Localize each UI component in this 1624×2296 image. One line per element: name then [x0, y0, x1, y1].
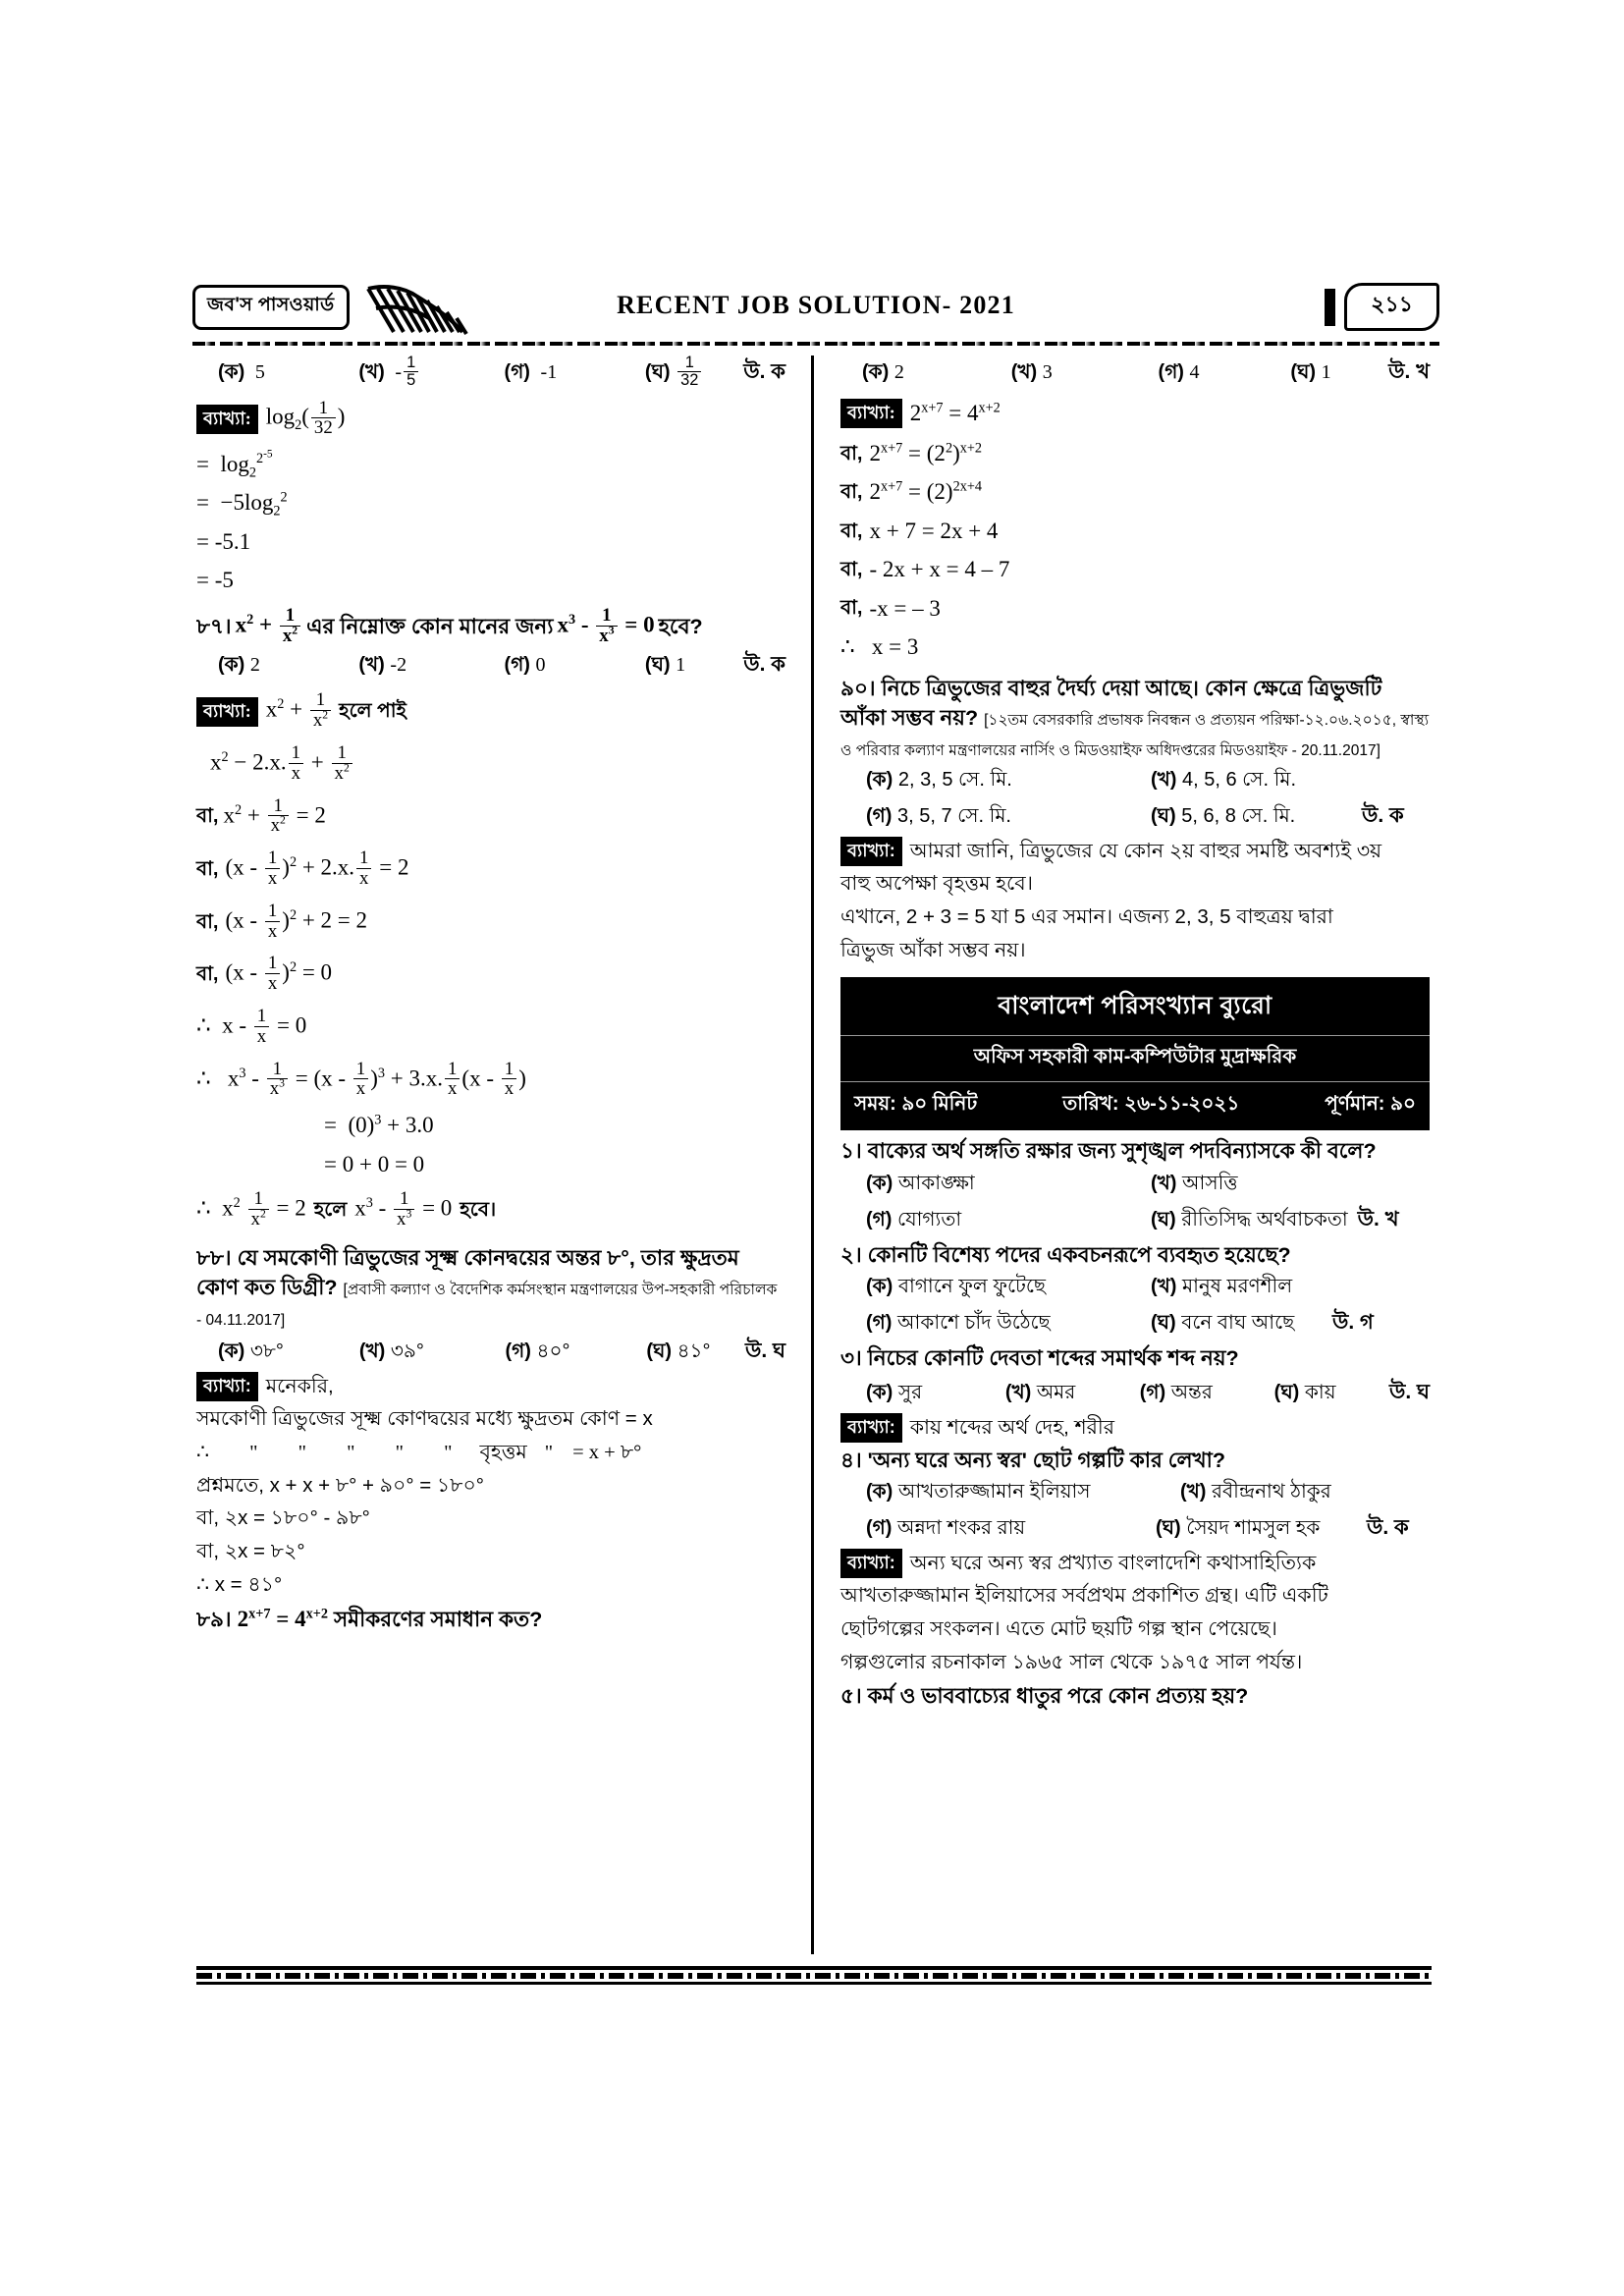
question-source: [১২তম বেসরকারি প্রভাষক নিবন্ধন ও প্রত্যয়ন পরিক্ষা-১২.০৬.২০১৫, স্বাস্থ্য ও পরিবার কল্যাণ মন্ত্রণালয়ের নার্সিং ও মিডওয়াইফ অধিদপ্তরের মিডওয়াইফ - 20.11.2017]	[840, 712, 1430, 759]
q90-explanation-line3: এখানে, 2 + 3 = 5 যা 5 এর সমান। এজন্য 2, 3, 5 বাহুত্রয় দ্বারা	[840, 904, 1333, 928]
option-text: মানুষ মরণশীল	[1182, 1276, 1293, 1298]
option-text: 2, 3, 5 সে. মি.	[897, 769, 1012, 792]
math-expression: $2^{x+7} = (2^2)^{x+2}$	[869, 440, 983, 465]
option-text: অমর	[1036, 1381, 1076, 1403]
q87-option-b[interactable]	[358, 650, 504, 683]
q1-option-a[interactable]	[866, 1169, 1151, 1201]
option-text: রীতিসিদ্ধ অর্থবাচকতা	[1181, 1208, 1348, 1230]
explanation-tag: ব্যাখ্যা:	[840, 399, 902, 428]
q87-option-a[interactable]	[218, 650, 358, 683]
q89-option-b[interactable]	[1011, 357, 1159, 390]
option-text: 4, 5, 6 সে. মি.	[1182, 769, 1297, 792]
option-label: (গ)	[866, 1312, 893, 1335]
option-label: (ক)	[866, 1481, 893, 1503]
math-expression: $x^3$ - $\frac{1}{x^3}$ = 0	[354, 1188, 453, 1230]
option-label: (ঘ)	[646, 1340, 673, 1363]
explanation-tag: ব্যাখ্যা:	[840, 837, 902, 866]
q90-explanation-line1	[840, 837, 1430, 866]
math-expression: (x - $\frac{1}{x}$ )$^2$ + 2 = 2	[225, 900, 368, 942]
option-text: 1	[676, 654, 686, 677]
math-expression: $2^{x+7} = 4^{x+2}$	[909, 400, 1001, 425]
q90-option-a[interactable]	[866, 765, 1151, 797]
brand-badge: জব'স পাসওয়ার্ড	[192, 285, 350, 330]
option-label: (খ)	[1151, 1276, 1177, 1298]
q88-line5: বা, ২x = ৮২°	[196, 1540, 305, 1563]
q89-step-6	[840, 596, 1430, 622]
option-text: আকাশে চাঁদ উঠেছে	[897, 1312, 1051, 1335]
question-1	[840, 1136, 1430, 1167]
option-text: রবীন্দ্রনাথ ঠাকুর	[1212, 1481, 1331, 1503]
math-expression: $x^2 - 2.x$. $\frac{1}{x}$ + $\frac{1}{x^2}$	[210, 744, 354, 785]
q1-answer: উ. খ	[1357, 1207, 1399, 1230]
q87-step-8	[196, 1113, 785, 1138]
q4-options-row-2	[840, 1511, 1430, 1546]
exam-time: সময়: ৯০ মিনিট	[854, 1093, 978, 1116]
option-label: (খ)	[358, 1340, 386, 1363]
question-number: ৩।	[840, 1346, 862, 1371]
explanation-text: কায় শব্দের অর্থ দেহ, শরীর	[909, 1415, 1115, 1439]
q4-answer: উ. ক	[1367, 1516, 1409, 1540]
q88-line4: বা, ২x = ১৮০° - ৯৮°	[196, 1506, 370, 1530]
q3-options-row	[840, 1376, 1430, 1410]
header-divider	[192, 342, 1439, 346]
step-prefix: বা,	[196, 857, 219, 880]
math-expression: = $\log_2^{2^{-5}}$	[196, 448, 273, 481]
question-4	[840, 1446, 1430, 1476]
page-number: ২১১	[1344, 283, 1439, 331]
q90-option-b[interactable]	[1151, 765, 1296, 797]
q89-option-d[interactable]	[1290, 357, 1388, 390]
question-3	[840, 1343, 1430, 1374]
option-text: অন্তর	[1170, 1381, 1213, 1403]
q88-line1: সমকোণী ত্রিভুজের সূক্ষ্ম কোণদ্বয়ের মধ্যে ক্ষুদ্রতম কোণ = x	[196, 1407, 653, 1431]
option-label: (ঘ)	[644, 654, 671, 677]
value: = x + ৮°	[572, 1441, 642, 1463]
option-text: বাগানে ফুল ফুটেছে	[897, 1276, 1047, 1298]
q1-options-row-1	[840, 1169, 1430, 1201]
exam-meta-row	[840, 1081, 1430, 1130]
q87-options-row	[196, 648, 785, 683]
math-expression: $x^2$ + $\frac{1}{x^2}$	[266, 691, 333, 732]
option-text: 3, 5, 7 সে. মি.	[897, 805, 1011, 828]
q87-step-6	[196, 1008, 785, 1048]
explanation-tag: ব্যাখ্যা:	[196, 697, 258, 727]
q89-step-3	[840, 479, 1430, 505]
q88-explanation-intro	[196, 1372, 785, 1401]
math-expression: = $(0)^3 + 3.0$	[324, 1112, 434, 1138]
word-largest: বৃহত্তম	[479, 1440, 527, 1463]
q2-option-a[interactable]	[866, 1272, 1151, 1304]
math-expression: - 2x + x = 4 – 7	[869, 557, 1010, 582]
option-text: -2	[390, 654, 407, 677]
q89-option-a[interactable]	[862, 357, 1011, 390]
option-label: (ঘ)	[1290, 361, 1317, 383]
column-divider	[811, 355, 814, 1954]
option-label: (খ)	[358, 654, 385, 677]
q2-option-c[interactable]	[866, 1308, 1151, 1340]
option-label: (ঘ)	[1151, 1312, 1176, 1335]
q4-explanation-line3: ছোটগল্পের সংকলন। এতে মোট ছয়টি গল্প স্থান পেয়েছে।	[840, 1617, 1277, 1641]
q86-explanation-line4	[196, 529, 785, 555]
option-text: আসত্তি	[1182, 1172, 1238, 1194]
q4-explanation-line2: আখতারুজ্জামান ইলিয়াসের সর্বপ্রথম প্রকাশিত গ্রন্থ। এটি একটি	[840, 1584, 1328, 1608]
q87-option-c[interactable]	[505, 650, 645, 683]
math-expression: ∴ x - $\frac{1}{x}$ = 0	[196, 1006, 307, 1047]
intro-text: হলে পাই	[339, 700, 406, 723]
q88-options-row	[196, 1335, 785, 1369]
question-source: [প্রবাসী কল্যাণ ও বৈদেশিক কর্মসংস্থান মন্ত্রণালয়ের উপ-সহকারী পরিচালক - 04.11.2017]	[196, 1282, 778, 1329]
q86-explanation-line1	[196, 399, 785, 439]
word-hobe: হবে।	[460, 1198, 497, 1221]
option-label: (ক)	[866, 769, 893, 792]
option-label: (ক)	[218, 361, 245, 383]
q88-answer: উ. ঘ	[745, 1339, 786, 1363]
q2-options-row-1	[840, 1272, 1430, 1304]
q1-option-d[interactable]	[1151, 1205, 1348, 1237]
q1-option-c[interactable]	[866, 1205, 1151, 1237]
q3-explanation	[840, 1413, 1430, 1443]
option-label: (ক)	[862, 361, 890, 383]
option-text: 5, 6, 8 সে. মি.	[1181, 805, 1296, 828]
math-expression: = 0 + 0 = 0	[324, 1151, 425, 1176]
step-prefix: বা,	[196, 910, 219, 933]
q90-options-row-2	[840, 799, 1430, 834]
explanation-tag: ব্যাখ্যা:	[196, 405, 258, 434]
option-label: (ঘ)	[1151, 1208, 1176, 1230]
step-prefix: বা,	[840, 597, 863, 620]
option-text: ৪১°	[677, 1340, 711, 1363]
exam-organization: বাংলাদেশ পরিসংখ্যান ব্যুরো	[998, 992, 1272, 1020]
question-number: ৪।	[840, 1448, 862, 1472]
question-text: কোনটি বিশেষ্য পদের একবচনরূপে ব্যবহৃত হয়েছে?	[867, 1242, 1291, 1267]
math-expression: (x - $\frac{1}{x}$ )$^2$ = 0	[225, 953, 333, 995]
page-number-group	[1325, 283, 1439, 331]
option-text: সুর	[897, 1381, 923, 1403]
math-expression: = $-5\log_2^2$	[196, 489, 288, 520]
q3-option-c[interactable]	[1140, 1378, 1274, 1410]
option-label: (ক)	[866, 1276, 893, 1298]
math-expression: -x = – 3	[869, 595, 941, 621]
option-label: (গ)	[866, 1517, 893, 1540]
q86-option-b[interactable]: (খ) - $\frac{1}{5}$	[358, 355, 504, 390]
step-prefix: বা,	[196, 963, 219, 986]
q90-options-row-1	[840, 765, 1430, 797]
q87-option-d[interactable]	[645, 650, 743, 683]
option-label: (গ)	[1139, 1381, 1166, 1403]
q2-option-d[interactable]	[1151, 1308, 1332, 1340]
math-expression: ∴ x = 3	[840, 634, 919, 660]
question-text: 'অন্য ঘরে অন্য স্বর' ছোট গল্পটি কার লেখা?	[867, 1448, 1226, 1472]
option-text: অন্নদা শংকর রায়	[897, 1517, 1026, 1540]
option-label: (গ)	[504, 361, 530, 383]
page-number-tick	[1325, 289, 1335, 326]
q4-option-a[interactable]	[866, 1477, 1180, 1509]
option-label: (ঘ)	[1156, 1517, 1181, 1540]
question-number: ৫।	[840, 1683, 862, 1708]
option-label: (খ)	[1180, 1481, 1207, 1503]
left-column	[196, 354, 785, 1637]
question-text: নিচের কোনটি দেবতা শব্দের সমার্থক শব্দ নয়?	[867, 1346, 1239, 1371]
q87-explanation-intro	[196, 691, 785, 732]
option-label: (ক)	[866, 1381, 893, 1403]
footer-line-bottom	[196, 1982, 1432, 1985]
q86-explanation-line3	[196, 489, 785, 520]
option-text: ৩৮°	[249, 1340, 284, 1363]
page-footer	[196, 1966, 1432, 1985]
q3-option-a[interactable]	[866, 1378, 1005, 1410]
question-number: ৮৭।	[196, 614, 232, 638]
step-prefix: বা,	[840, 559, 863, 581]
question-text: এর নিম্নোক্ত কোন মানের জন্য	[306, 614, 554, 638]
explanation-tag: ব্যাখ্যা:	[840, 1413, 902, 1443]
option-text: ৪০°	[536, 1340, 570, 1363]
q86-explanation-line5	[196, 568, 785, 593]
q89-option-c[interactable]	[1159, 357, 1291, 390]
q89-explanation-line1	[840, 399, 1430, 428]
explanation-tag: ব্যাখ্যা:	[840, 1549, 902, 1578]
option-text: কায়	[1304, 1381, 1336, 1403]
option-text: 1	[1321, 361, 1331, 383]
option-label: (ঘ)	[1151, 805, 1176, 828]
q87-step-10	[196, 1190, 785, 1230]
option-label: (গ)	[504, 654, 530, 677]
q86-options-row	[196, 355, 785, 390]
step-prefix: বা,	[196, 805, 219, 828]
q89-step-4	[840, 519, 1430, 544]
q87-step-9	[196, 1152, 785, 1177]
q4-option-c[interactable]	[866, 1513, 1156, 1546]
option-label: (খ)	[1004, 1381, 1032, 1403]
option-label: (ঘ)	[644, 361, 671, 383]
question-text: বাক্যের অর্থ সঙ্গতি রক্ষার জন্য সুশৃঙ্খল পদবিন্যাসকে কী বলে?	[867, 1139, 1377, 1164]
option-text: যোগ্যতা	[897, 1208, 962, 1230]
exam-banner	[840, 977, 1430, 1130]
math-expression: $\log_2$( $\frac{1}{32}$ )	[265, 397, 346, 439]
q86-option-d[interactable]: (ঘ) $\frac{1}{32}$	[645, 355, 743, 390]
q4-explanation-line4: গল্পগুলোর রচনাকাল ১৯৬৫ সাল থেকে ১৯৭৫ সাল পর্যন্ত।	[840, 1650, 1303, 1673]
option-text: 2	[893, 361, 904, 383]
option-text: 4	[1189, 361, 1200, 383]
question-88	[196, 1243, 785, 1334]
option-text: 2	[249, 654, 260, 677]
ditto-mark: "	[544, 1441, 554, 1463]
q89-answer: উ. খ	[1388, 360, 1430, 383]
q90-explanation-line4: ত্রিভুজ আঁকা সম্ভব নয়।	[840, 938, 1026, 961]
q88-option-d[interactable]	[646, 1337, 745, 1369]
q3-option-d[interactable]	[1274, 1378, 1389, 1410]
q4-options-row-1	[840, 1477, 1430, 1509]
question-text: কর্ম ও ভাববাচ্যের ধাতুর পরে কোন প্রত্যয় হয়?	[867, 1683, 1249, 1708]
q88-line3: প্রশ্নমতে, x + x + ৮° + ৯০° = ১৮০°	[196, 1473, 485, 1497]
question-number: ১।	[840, 1139, 862, 1164]
q90-explanation-line2: বাহু অপেক্ষা বৃহত্তম হবে।	[840, 872, 1033, 896]
math-expression: ∴ $x^3$ - $\frac{1}{x^3}$ = (x - $\frac{1}{x}$ )$^3$ + 3.x. $\frac{1}{x}$ (x - $\frac{1}{x}$ )	[196, 1058, 526, 1100]
math-expression: $x^2$ + $\frac{1}{x^2}$ = 2	[223, 794, 326, 837]
step-prefix: বা,	[840, 481, 863, 504]
step-prefix: বা,	[840, 519, 863, 542]
exam-marks: পূর্ণমান: ৯০	[1325, 1093, 1416, 1116]
decorative-squiggle-icon	[364, 283, 502, 338]
option-text: বনে বাঘ আছে	[1181, 1312, 1295, 1335]
q86-explanation-line2	[196, 448, 785, 481]
question-89: ৮৯। $2^{x+7} = 4^{x+2}$ সমীকরণের সমাধান কত?	[196, 1604, 785, 1636]
q4-option-d[interactable]	[1156, 1513, 1367, 1546]
q88-option-c[interactable]	[505, 1337, 646, 1369]
q89-step-5	[840, 557, 1430, 582]
q2-options-row-2	[840, 1306, 1430, 1340]
page-header	[192, 283, 1439, 338]
q1-options-row-2	[840, 1203, 1430, 1237]
math-expression: $2^{x+7} = (2)^{2x+4}$	[869, 478, 983, 505]
q89-options-row	[840, 355, 1430, 390]
question-5	[840, 1681, 1430, 1712]
q90-answer: উ. ক	[1362, 804, 1404, 828]
question-number: ৮৮।	[196, 1245, 232, 1270]
question-number: ৮৯।	[196, 1607, 232, 1631]
question-text: যে সমকোণী ত্রিভুজের সূক্ষ্ম কোনদ্বয়ের অন্তর ৮°, তার ক্ষুদ্রতম কোণ কত ডিগ্রী?	[196, 1245, 739, 1300]
option-text: 0	[535, 654, 546, 677]
intro-text: মনেকরি,	[265, 1375, 334, 1398]
question-2	[840, 1240, 1430, 1271]
q2-option-b[interactable]	[1151, 1272, 1292, 1304]
q3-option-b[interactable]	[1005, 1378, 1140, 1410]
q87-step-3	[196, 849, 785, 890]
q88-option-a[interactable]	[218, 1337, 359, 1369]
q2-answer: উ. গ	[1332, 1311, 1374, 1335]
option-label: (ঘ)	[1273, 1381, 1300, 1403]
question-number: ২।	[840, 1242, 862, 1267]
option-text: 3	[1042, 361, 1053, 383]
right-column	[840, 354, 1430, 1713]
q86-option-a[interactable]: (ক) 5	[218, 361, 265, 383]
question-text: নিচে ত্রিভুজের বাহুর দৈর্ঘ্য দেয়া আছে। কোন ক্ষেত্রে ত্রিভুজটি আঁকা সম্ভব নয়?	[840, 676, 1382, 731]
question-90	[840, 674, 1430, 764]
option-label: (ক)	[218, 1340, 245, 1363]
q87-answer: উ. ক	[743, 653, 785, 677]
option-label: (খ)	[358, 361, 385, 383]
explanation-text: অন্য ঘরে অন্য স্বর প্রখ্যাত বাংলাদেশি কথাসাহিত্যিক	[909, 1552, 1317, 1575]
explanation-tag: ব্যাখ্যা:	[196, 1372, 258, 1401]
q87-step-1	[196, 744, 785, 785]
math-expression: (x - $\frac{1}{x}$ )$^2$ + 2.x. $\frac{1}{x}$ = 2	[225, 847, 409, 890]
footer-line-top	[196, 1966, 1432, 1970]
q89-step-2	[840, 441, 1430, 466]
q86-option-c[interactable]: (গ) -1	[504, 361, 558, 383]
option-label: (গ)	[866, 1208, 893, 1230]
q88-line2	[196, 1438, 785, 1468]
explanation-text: আমরা জানি, ত্রিভুজের যে কোন ২য় বাহুর সমষ্টি অবশ্যই ৩য়	[909, 840, 1382, 863]
option-label: (ক)	[218, 654, 245, 677]
option-text: ৩৯°	[390, 1340, 424, 1363]
exam-post-name: অফিস সহকারী কাম-কম্পিউটার মুদ্রাক্ষরিক	[840, 1035, 1430, 1081]
option-label: (গ)	[866, 805, 893, 828]
q86-answer: উ. ক	[743, 360, 785, 383]
page-title: RECENT JOB SOLUTION- 2021	[617, 291, 1015, 319]
q89-step-7	[840, 634, 1430, 660]
step-prefix: বা,	[840, 442, 863, 465]
q87-step-5	[196, 955, 785, 995]
option-label: (গ)	[1158, 361, 1184, 383]
q90-option-d[interactable]	[1151, 801, 1362, 834]
math-expression: = -5	[196, 568, 234, 593]
q4-explanation-line1	[840, 1549, 1430, 1578]
question-87: ৮৭। $x^2$ + $\frac{1}{x^2}$ এর নিম্নোক্ত কোন মানের জন্য $x^3$ - $\frac{1}{x^3}$ = 0 হবে?	[196, 604, 703, 646]
option-label: (খ)	[1151, 1172, 1177, 1194]
q3-answer: উ. ঘ	[1389, 1380, 1431, 1403]
option-label: (খ)	[1151, 769, 1177, 792]
q90-option-c[interactable]	[866, 801, 1151, 834]
question-text: সমীকরণের সমাধান কত?	[333, 1607, 543, 1631]
question-number: ৯০।	[840, 676, 876, 700]
option-text: সৈয়দ শামসুল হক	[1186, 1517, 1321, 1540]
exam-date: তারিখ: ২৬-১১-২০২১	[1062, 1093, 1240, 1116]
q88-option-b[interactable]	[359, 1337, 506, 1369]
option-label: (গ)	[505, 1340, 531, 1363]
q88-line6: ∴ x = ৪১°	[196, 1572, 283, 1596]
math-expression: ∴ $x^2$ $\frac{1}{x^2}$ = 2	[196, 1188, 306, 1230]
ditto-marks: ∴ " " " " "	[196, 1441, 470, 1463]
q87-step-4	[196, 902, 785, 943]
option-label: (ক)	[866, 1172, 893, 1194]
math-expression: x + 7 = 2x + 4	[869, 518, 999, 543]
q87-step-7	[196, 1058, 785, 1101]
math-expression: = -5.1	[196, 528, 251, 554]
q87-step-2	[196, 794, 785, 838]
q1-option-b[interactable]	[1151, 1169, 1238, 1201]
q4-option-b[interactable]	[1180, 1477, 1331, 1509]
option-text: আখতারুজ্জামান ইলিয়াস	[897, 1481, 1091, 1503]
footer-line-dashed	[196, 1973, 1432, 1979]
option-text: আকাঙ্ক্ষা	[897, 1172, 975, 1194]
word-hole: হলে	[313, 1198, 348, 1221]
option-label: (খ)	[1010, 361, 1038, 383]
